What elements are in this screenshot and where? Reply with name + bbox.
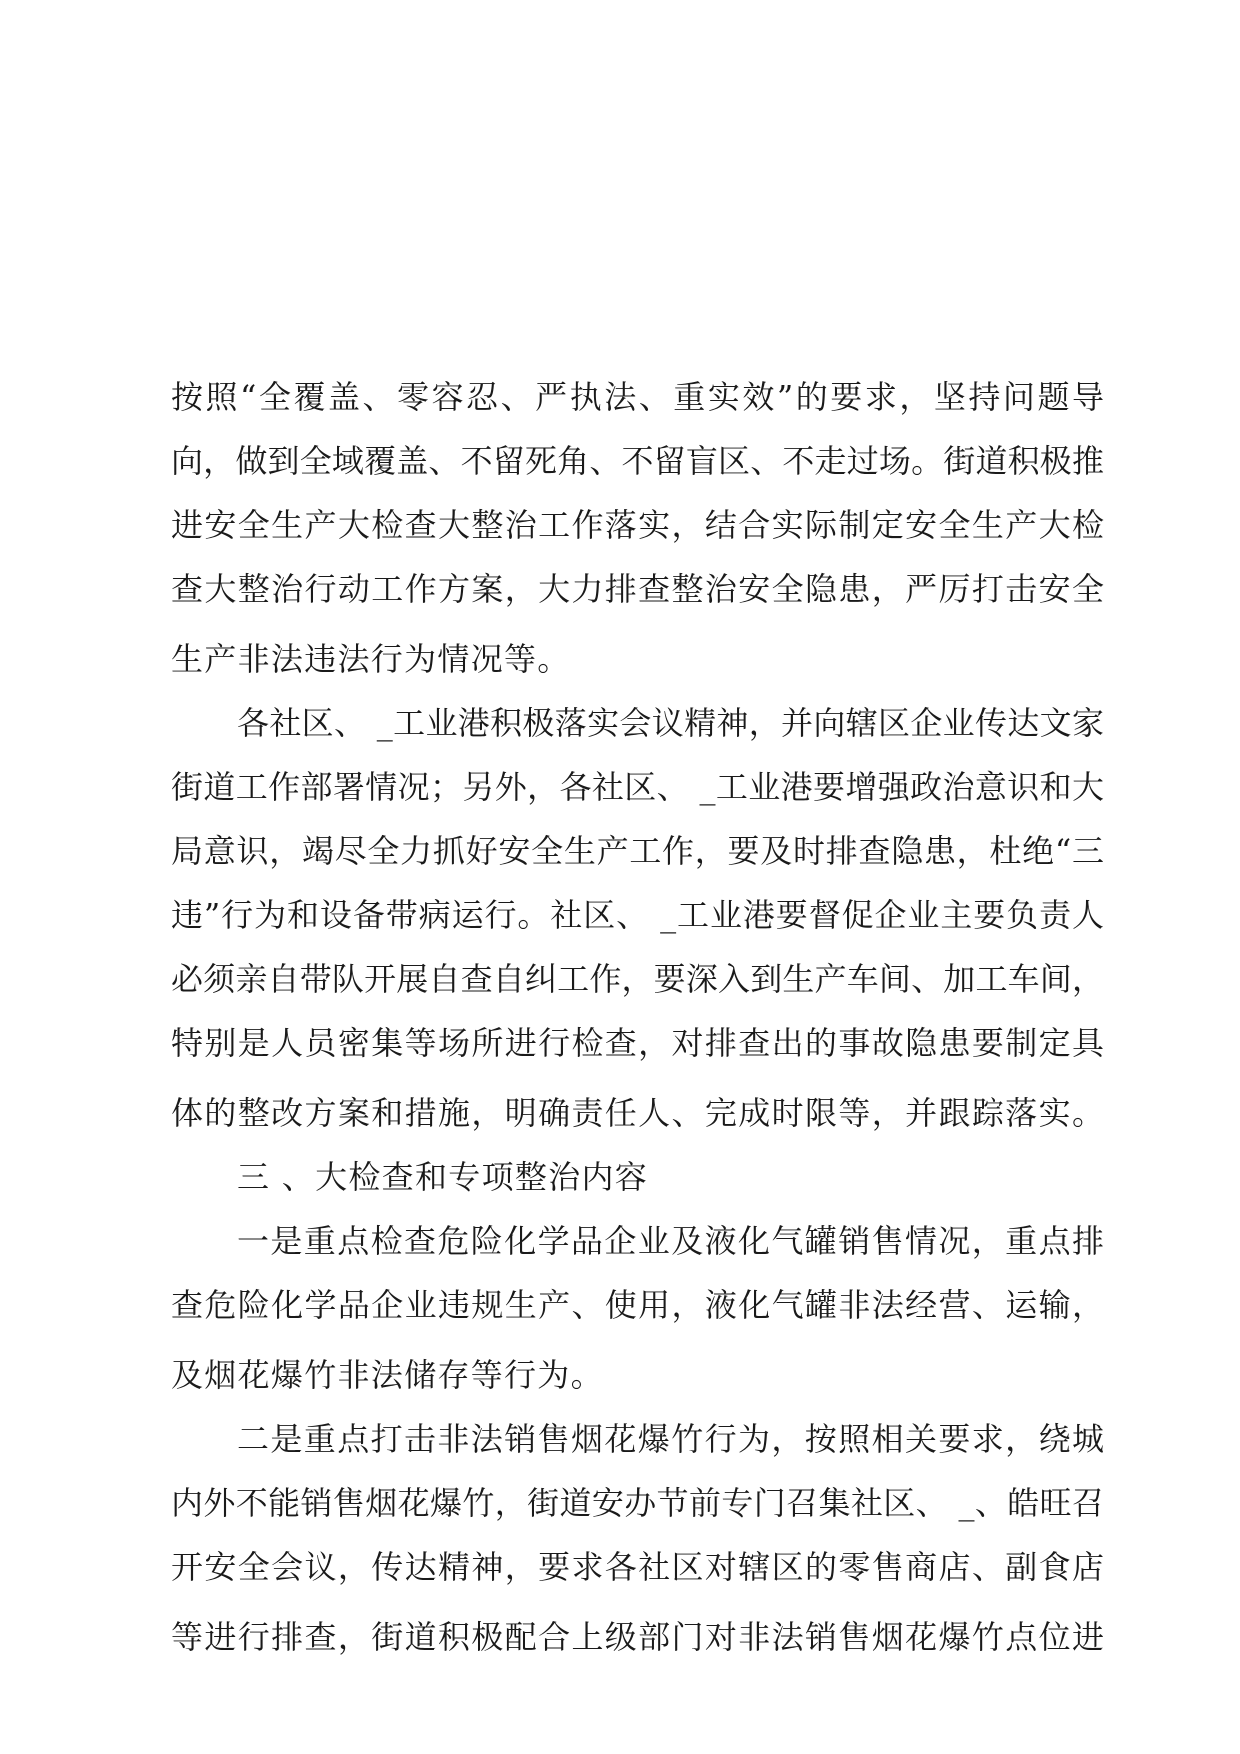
paragraph [171, 1145, 1104, 1209]
paragraph [171, 1407, 1104, 1669]
body-text-line: 按照“全覆盖、零容忍、严执法、重实效”的要求，坚持问题导 [171, 378, 1104, 416]
body-text-line: 二是重点打击非法销售烟花爆竹行为，按照相关要求，绕城 [237, 1420, 1104, 1458]
section-heading: 三 、大检查和专项整治内容 [237, 1158, 649, 1196]
body-text-line: 开安全会议，传达精神，要求各社区对辖区的零售商店、副食店 [171, 1548, 1104, 1586]
paragraph [171, 1209, 1104, 1407]
body-text-line: 内外不能销售烟花爆竹，街道安办节前专门召集社区、 _、皓旺召 [171, 1484, 1104, 1522]
body-text-line: 体的整改方案和措施，明确责任人、完成时限等，并跟踪落实。 [171, 1094, 1104, 1132]
paragraph [171, 365, 1104, 691]
body-text-line: 违”行为和设备带病运行。社区、 _工业港要督促企业主要负责人 [171, 896, 1104, 934]
body-text-line: 一是重点检查危险化学品企业及液化气罐销售情况，重点排 [237, 1222, 1104, 1260]
body-text-line: 查危险化学品企业违规生产、使用，液化气罐非法经营、运输， [171, 1286, 1104, 1324]
document-page [171, 365, 1104, 1669]
body-text-line: 各社区、 _工业港积极落实会议精神，并向辖区企业传达文家 [237, 704, 1104, 742]
body-text-line: 进安全生产大检查大整治工作落实，结合实际制定安全生产大检 [171, 506, 1104, 544]
paragraph [171, 691, 1104, 1145]
body-text-line: 必须亲自带队开展自查自纠工作，要深入到生产车间、加工车间， [171, 960, 1104, 998]
body-text-line: 局意识，竭尽全力抓好安全生产工作，要及时排查隐患，杜绝“三 [171, 832, 1104, 870]
body-text-line: 生产非法违法行为情况等。 [171, 640, 571, 678]
body-text-line: 特别是人员密集等场所进行检查，对排查出的事故隐患要制定具 [171, 1024, 1104, 1062]
body-text-line: 向，做到全域覆盖、不留死角、不留盲区、不走过场。街道积极推 [171, 442, 1104, 480]
body-text-line: 街道工作部署情况；另外，各社区、 _工业港要增强政治意识和大 [171, 768, 1104, 806]
body-text-line: 查大整治行动工作方案，大力排查整治安全隐患，严厉打击安全 [171, 570, 1104, 608]
body-text-line: 及烟花爆竹非法储存等行为。 [171, 1356, 604, 1394]
body-text-line: 等进行排查，街道积极配合上级部门对非法销售烟花爆竹点位进 [171, 1618, 1104, 1656]
